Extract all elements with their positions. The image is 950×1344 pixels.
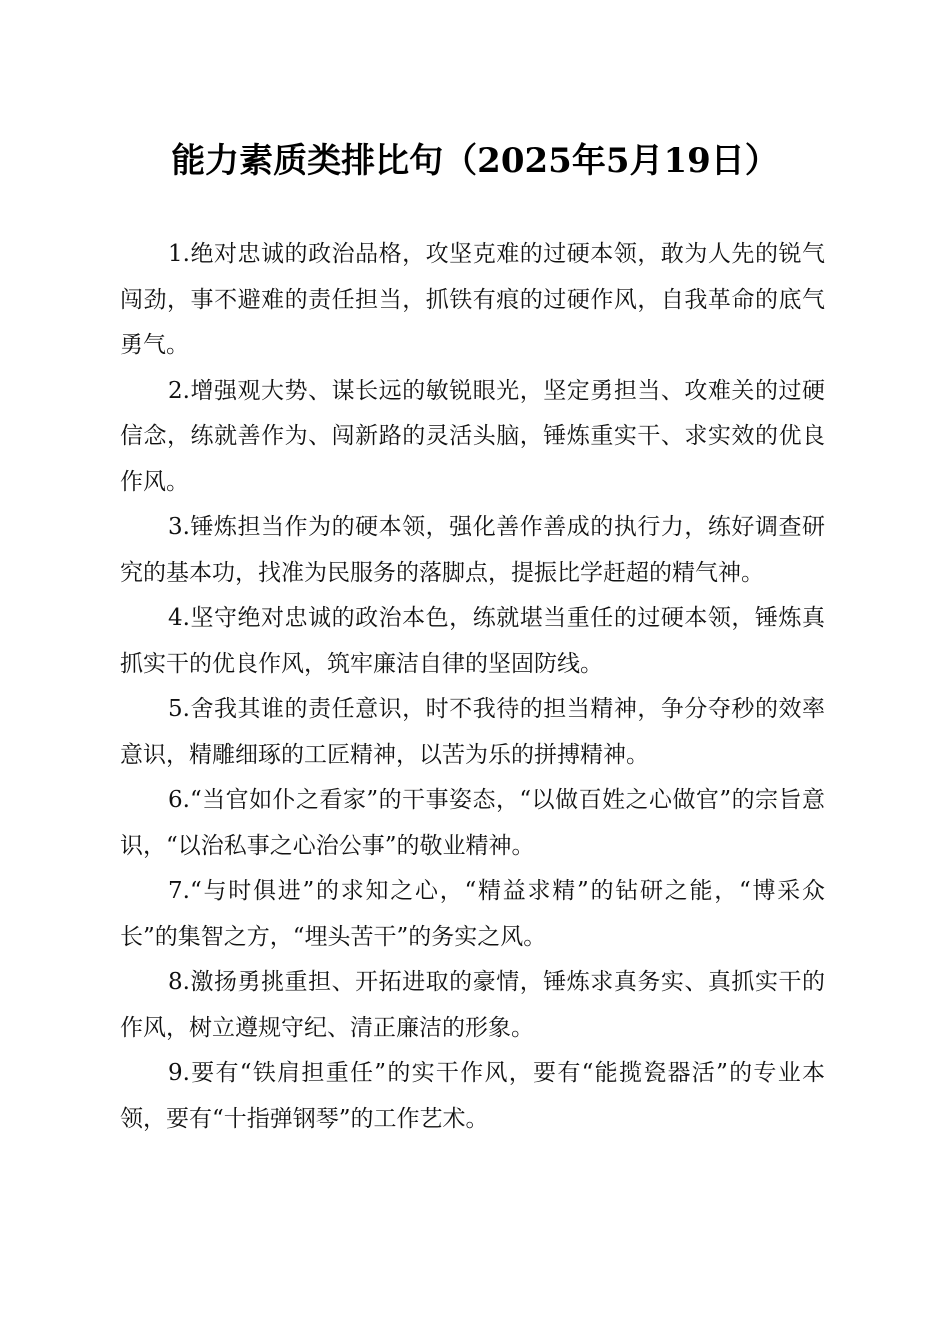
paragraph-7: 7.“与时俱进”的求知之心，“精益求精”的钻研之能，“博采众长”的集智之方，“埋头苦干”的务实之风。: [120, 878, 825, 950]
document-title: 能力素质类排比句（2025年5月19日）: [171, 141, 779, 181]
paragraph-9: 9.要有“铁肩担重任”的实干作风，要有“能揽瓷器活”的专业本领，要有“十指弹钢琴”的工作艺术。: [120, 1060, 825, 1132]
paragraph-1: 1.绝对忠诚的政治品格，攻坚克难的过硬本领，敢为人先的锐气闯劲，事不避难的责任担当，抓铁有痕的过硬作风，自我革命的底气勇气。: [120, 241, 825, 358]
document-body: [120, 232, 825, 1142]
paragraph-4: 4.坚守绝对忠诚的政治本色，练就堪当重任的过硬本领，锤炼真抓实干的优良作风，筑牢廉洁自律的坚固防线。: [120, 605, 825, 677]
paragraph-6: 6.“当官如仆之看家”的干事姿态，“以做百姓之心做官”的宗旨意识，“以治私事之心治公事”的敬业精神。: [120, 787, 825, 859]
paragraph-8: 8.激扬勇挑重担、开拓进取的豪情，锤炼求真务实、真抓实干的作风，树立遵规守纪、清正廉洁的形象。: [120, 969, 825, 1041]
paragraph-3: 3.锤炼担当作为的硬本领，强化善作善成的执行力，练好调查研究的基本功，找准为民服务的落脚点，提振比学赶超的精气神。: [120, 514, 825, 586]
paragraph-2: 2.增强观大势、谋长远的敏锐眼光，坚定勇担当、攻难关的过硬信念，练就善作为、闯新路的灵活头脑，锤炼重实干、求实效的优良作风。: [120, 377, 825, 495]
paragraph-5: 5.舍我其谁的责任意识，时不我待的担当精神，争分夺秒的效率意识，精雕细琢的工匠精神，以苦为乐的拼搏精神。: [120, 696, 825, 768]
